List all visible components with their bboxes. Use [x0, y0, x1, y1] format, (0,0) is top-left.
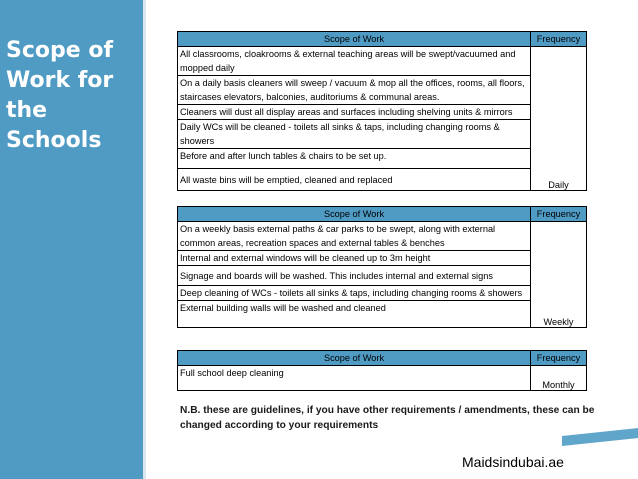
frequency-header: Frequency [531, 351, 587, 366]
monthly-scope-table [177, 350, 587, 391]
table-header-row [178, 207, 587, 222]
title-line: Scope of [6, 38, 114, 63]
brand-website: Maidsindubai.ae [462, 454, 564, 470]
title-line: the [6, 98, 48, 123]
frequency-header: Frequency [531, 32, 587, 47]
task-cell: External building walls will be washed and cleaned [178, 301, 531, 328]
sidebar-panel [0, 0, 143, 479]
title-line: Schools [6, 128, 102, 153]
table-row [178, 366, 587, 391]
table-row [178, 169, 587, 191]
frequency-cell: Weekly [531, 222, 587, 328]
frequency-cell: Daily [531, 47, 587, 191]
scope-header: Scope of Work [178, 207, 531, 222]
task-cell: Full school deep cleaning [178, 366, 531, 391]
table-row [178, 222, 587, 251]
guidelines-note: N.B. these are guidelines, if you have other requirements / amendments, these can be changed according to your requirements [180, 405, 595, 431]
task-cell: All classrooms, cloakrooms & external teaching areas will be swept/vacuumed and mopped daily [178, 47, 531, 76]
task-cell: Before and after lunch tables & chairs to be set up. [178, 149, 531, 169]
table-row [178, 76, 587, 105]
title-line: Work for [6, 68, 114, 93]
table-row [178, 251, 587, 266]
table-row [178, 120, 587, 149]
scope-header: Scope of Work [178, 32, 531, 47]
table-header-row [178, 32, 587, 47]
table-row [178, 47, 587, 76]
table-row [178, 105, 587, 120]
table-row [178, 301, 587, 328]
task-cell: All waste bins will be emptied, cleaned and replaced [178, 169, 531, 191]
scope-header: Scope of Work [178, 351, 531, 366]
task-cell: Signage and boards will be washed. This includes internal and external signs [178, 266, 531, 286]
task-cell: Cleaners will dust all display areas and surfaces including shelving units & mirrors [178, 105, 531, 120]
task-cell: On a daily basis cleaners will sweep / vacuum & mop all the offices, rooms, all floors, staircases elevators, balconies, auditoriums & communal areas. [178, 76, 531, 105]
task-cell: Internal and external windows will be cleaned up to 3m height [178, 251, 531, 266]
weekly-scope-table [177, 206, 587, 328]
daily-scope-table [177, 31, 587, 191]
frequency-cell: Monthly [531, 366, 587, 391]
table-header-row [178, 351, 587, 366]
task-cell: Daily WCs will be cleaned - toilets all sinks & taps, including changing rooms & showers [178, 120, 531, 149]
table-row [178, 149, 587, 169]
page-title [6, 36, 136, 156]
table-row [178, 286, 587, 301]
frequency-header: Frequency [531, 207, 587, 222]
task-cell: On a weekly basis external paths & car parks to be swept, along with external common areas, recreation spaces and external tables & benches [178, 222, 531, 251]
table-row [178, 266, 587, 286]
task-cell: Deep cleaning of WCs - toilets all sinks & taps, including changing rooms & showers [178, 286, 531, 301]
sidebar-divider [143, 0, 146, 479]
